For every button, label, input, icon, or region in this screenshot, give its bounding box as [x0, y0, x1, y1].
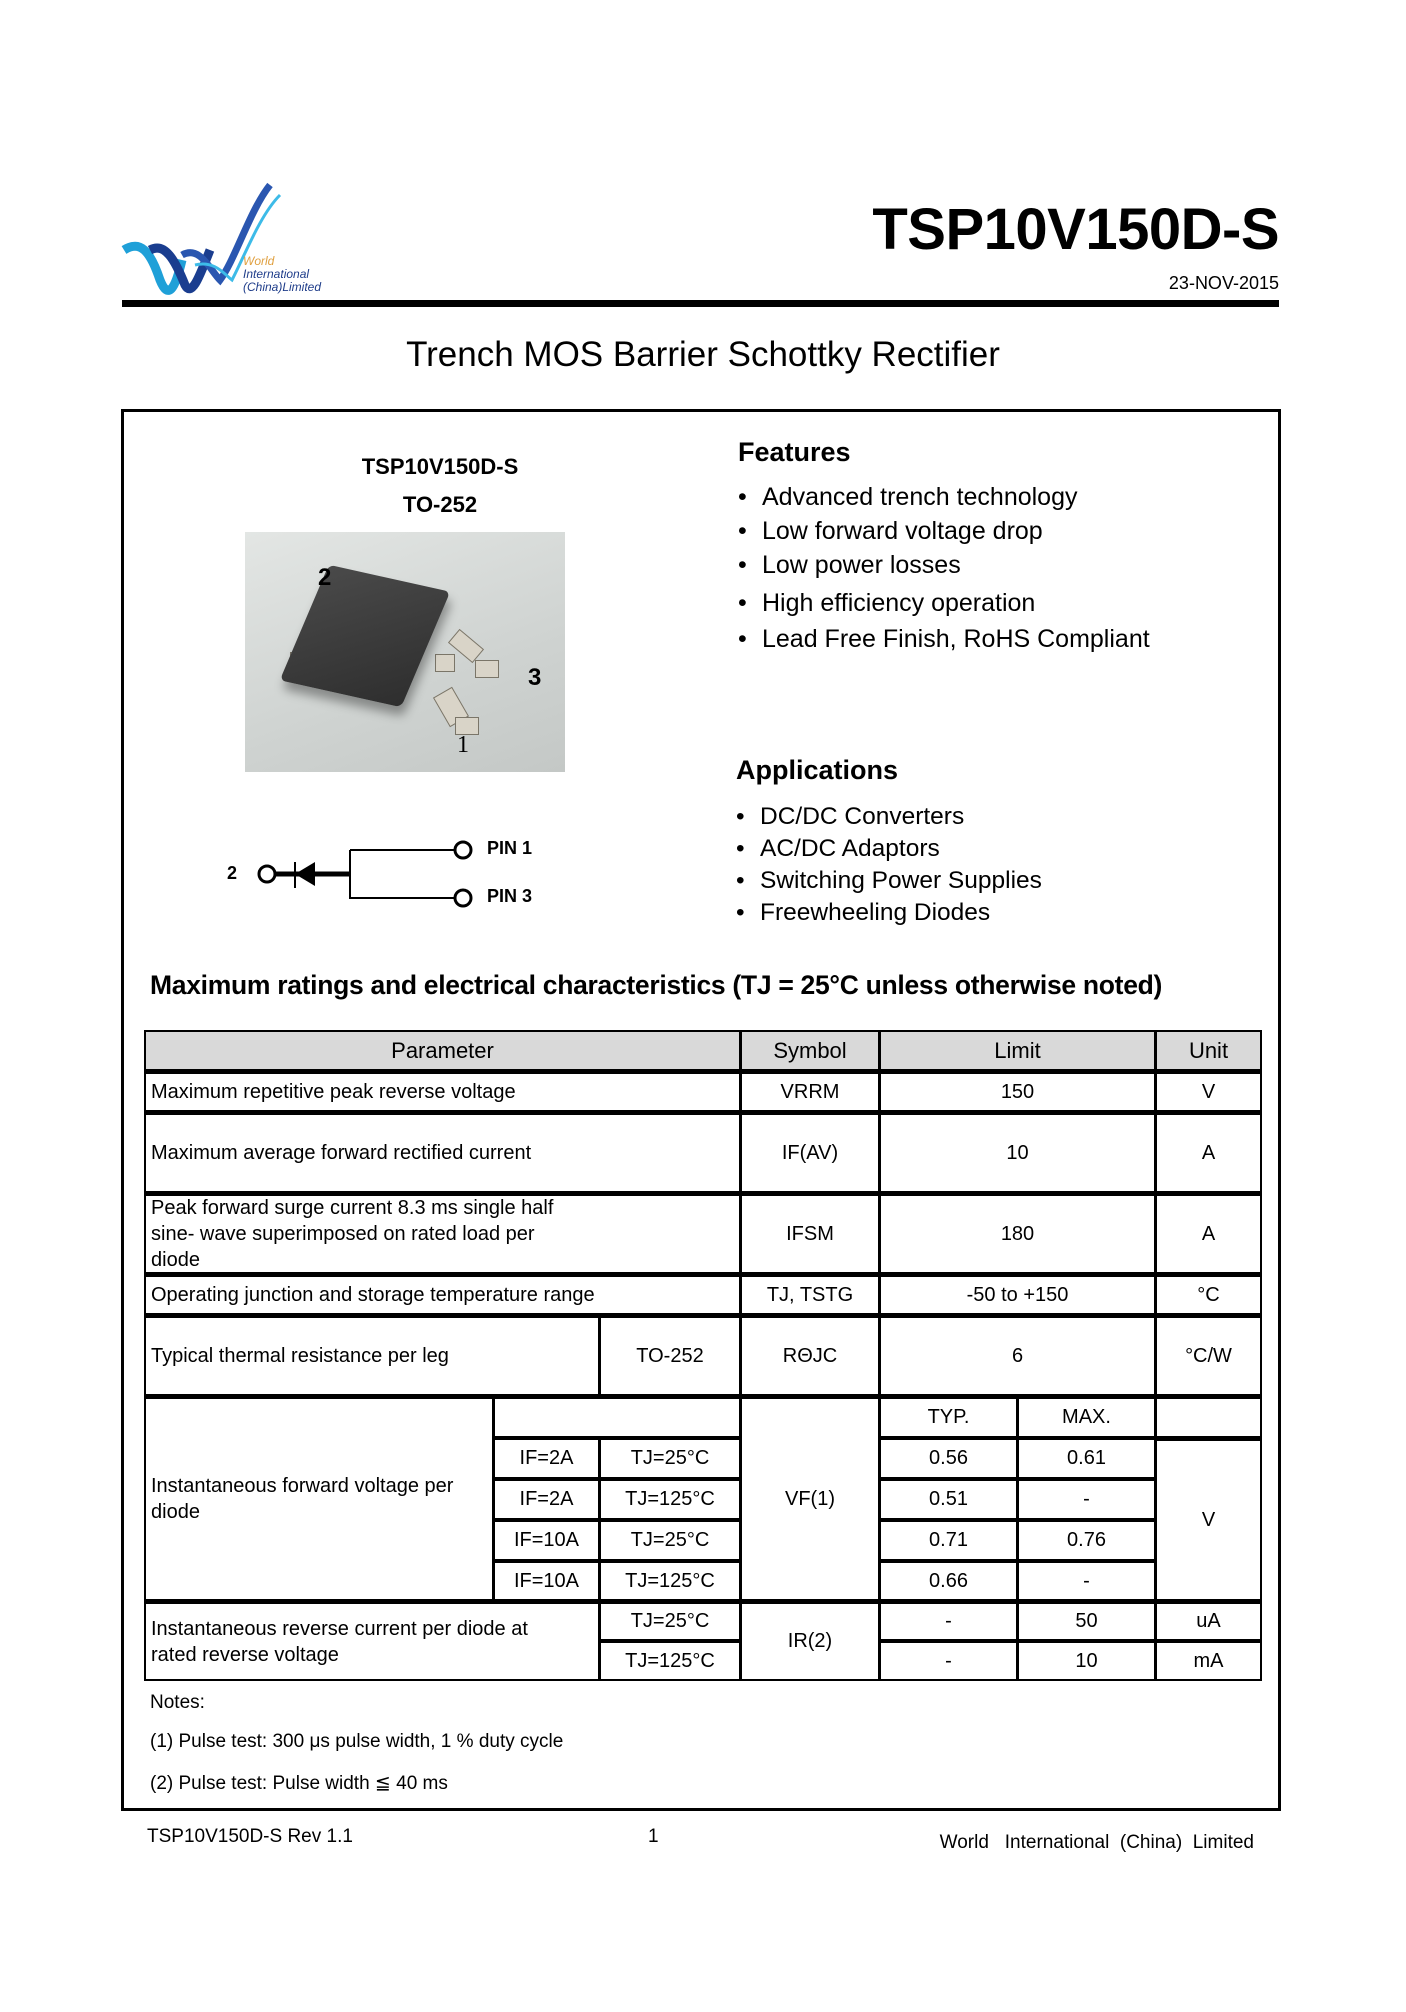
row-vrrm-parameter: Maximum repetitive peak reverse voltage — [144, 1070, 741, 1112]
applications-heading: Applications — [736, 755, 899, 785]
logo-text-international: International — [243, 267, 310, 281]
feature-item: • High efficiency operation — [738, 586, 1150, 620]
ir-tj: TJ=125°C — [599, 1640, 741, 1681]
document-date: 23-NOV-2015 — [1168, 273, 1279, 293]
vf-typ: 0.56 — [879, 1437, 1018, 1479]
vf-tj: TJ=25°C — [599, 1519, 741, 1561]
vf-max: - — [1017, 1560, 1156, 1601]
vf-tj: TJ=125°C — [599, 1560, 741, 1601]
package-body — [280, 565, 450, 707]
header-limit: Limit — [879, 1030, 1156, 1071]
footer-company: World International (China) Limited — [939, 1832, 1254, 1853]
note-item: (1) Pulse test: 300 μs pulse width, 1 % duty cycle — [150, 1731, 564, 1752]
row-thermal-symbol: RΘJC — [740, 1314, 880, 1396]
row-ifsm-limit: 180 — [879, 1192, 1156, 1274]
row-ifav-limit: 10 — [879, 1111, 1156, 1193]
vf-if: IF=2A — [493, 1437, 600, 1479]
schematic-pin3-label: PIN 3 — [487, 886, 533, 906]
row-thermal-limit: 6 — [879, 1314, 1156, 1396]
vf-typ: 0.51 — [879, 1478, 1018, 1520]
ir-unit: uA — [1155, 1600, 1262, 1641]
row-ifav-parameter: Maximum average forward rectified current — [144, 1111, 741, 1193]
notes-title: Notes: — [150, 1692, 205, 1713]
package-part-number: TSP10V150D-S — [361, 454, 519, 479]
row-temp-parameter: Operating junction and storage temperature range — [144, 1273, 741, 1315]
application-item: • Freewheeling Diodes — [736, 897, 1042, 929]
vf-condition-header — [493, 1395, 741, 1438]
ir-max: 50 — [1017, 1600, 1156, 1641]
features-list — [738, 480, 1150, 656]
ir-unit: mA — [1155, 1640, 1262, 1681]
package-title — [300, 448, 580, 524]
vf-if: IF=2A — [493, 1478, 600, 1520]
footer-revision: TSP10V150D-S Rev 1.1 — [147, 1826, 353, 1847]
package-name: TO-252 — [402, 492, 478, 517]
ir-tj: TJ=25°C — [599, 1600, 741, 1641]
feature-item: • Advanced trench technology — [738, 480, 1150, 514]
row-temp-unit: °C — [1155, 1273, 1262, 1315]
logo-wave-icon — [120, 180, 360, 305]
note-item: (2) Pulse test: Pulse width ≦ 40 ms — [150, 1773, 448, 1794]
row-temp-limit: -50 to +150 — [879, 1273, 1156, 1315]
vf-typ-header: TYP. — [879, 1395, 1018, 1438]
row-vrrm-limit: 150 — [879, 1070, 1156, 1112]
ir-typ: - — [879, 1600, 1018, 1641]
application-item: • Switching Power Supplies — [736, 865, 1042, 897]
document-subtitle: Trench MOS Barrier Schottky Rectifier — [406, 335, 1000, 374]
row-ifav-unit: A — [1155, 1111, 1262, 1193]
footer-page-number: 1 — [648, 1826, 659, 1847]
part-number-title: TSP10V150D-S — [872, 197, 1279, 262]
vf-tj: TJ=25°C — [599, 1437, 741, 1479]
vf-max-header: MAX. — [1017, 1395, 1156, 1438]
row-thermal-parameter: Typical thermal resistance per leg — [144, 1314, 600, 1396]
vf-max: 0.61 — [1017, 1437, 1156, 1479]
photo-pin-label: 1 — [457, 732, 469, 758]
row-ifsm-parameter: Peak forward surge current 8.3 ms single half sine- wave superimposed on rated load per diode — [144, 1192, 741, 1274]
header-rule — [122, 300, 1279, 307]
vf-unit-header-blank — [1155, 1395, 1262, 1438]
row-ifav-symbol: IF(AV) — [740, 1111, 880, 1193]
vf-tj: TJ=125°C — [599, 1478, 741, 1520]
feature-item: • Lead Free Finish, RoHS Compliant — [738, 622, 1150, 656]
header-symbol: Symbol — [740, 1030, 880, 1071]
photo-pin-label: 2 — [318, 564, 332, 591]
vf-if: IF=10A — [493, 1519, 600, 1561]
logo-text-china: (China)Limited — [243, 280, 322, 294]
package-photo — [245, 532, 565, 772]
application-item: • DC/DC Converters — [736, 801, 1042, 833]
ratings-heading: Maximum ratings and electrical characteristics (TJ = 25°C unless otherwise noted) — [150, 970, 1163, 1000]
row-thermal-unit: °C/W — [1155, 1314, 1262, 1396]
applications-list — [736, 801, 1042, 929]
features-heading: Features — [738, 437, 851, 467]
vf-typ: 0.66 — [879, 1560, 1018, 1601]
vf-max: 0.76 — [1017, 1519, 1156, 1561]
row-ir-parameter: Instantaneous reverse current per diode at rated reverse voltage — [144, 1600, 600, 1681]
row-vf-unit: V — [1155, 1437, 1262, 1601]
application-item: • AC/DC Adaptors — [736, 833, 1042, 865]
header-unit: Unit — [1155, 1030, 1262, 1071]
vf-if: IF=10A — [493, 1560, 600, 1601]
ir-max: 10 — [1017, 1640, 1156, 1681]
row-ir-symbol: IR(2) — [740, 1600, 880, 1681]
row-vrrm-symbol: VRRM — [740, 1070, 880, 1112]
schematic-pin1-label: PIN 1 — [487, 838, 533, 858]
row-ifsm-symbol: IFSM — [740, 1192, 880, 1274]
ratings-table — [145, 1031, 1262, 1681]
row-ifsm-unit: A — [1155, 1192, 1262, 1274]
ir-typ: - — [879, 1640, 1018, 1681]
row-vf-parameter: Instantaneous forward voltage per diode — [144, 1395, 494, 1601]
feature-item: • Low forward voltage drop — [738, 514, 1150, 548]
vf-max: - — [1017, 1478, 1156, 1520]
row-vrrm-unit: V — [1155, 1070, 1262, 1112]
row-vf-symbol: VF(1) — [740, 1395, 880, 1601]
vf-typ: 0.71 — [879, 1519, 1018, 1561]
header-parameter: Parameter — [144, 1030, 741, 1071]
pin-schematic — [215, 830, 575, 930]
photo-pin-label: 3 — [528, 664, 542, 691]
row-thermal-condition: TO-252 — [599, 1314, 741, 1396]
company-logo — [120, 180, 360, 305]
schematic-pin2-label: 2 — [227, 863, 238, 883]
logo-text-world: World — [243, 254, 275, 268]
row-temp-symbol: TJ, TSTG — [740, 1273, 880, 1315]
feature-item: • Low power losses — [738, 548, 1150, 582]
